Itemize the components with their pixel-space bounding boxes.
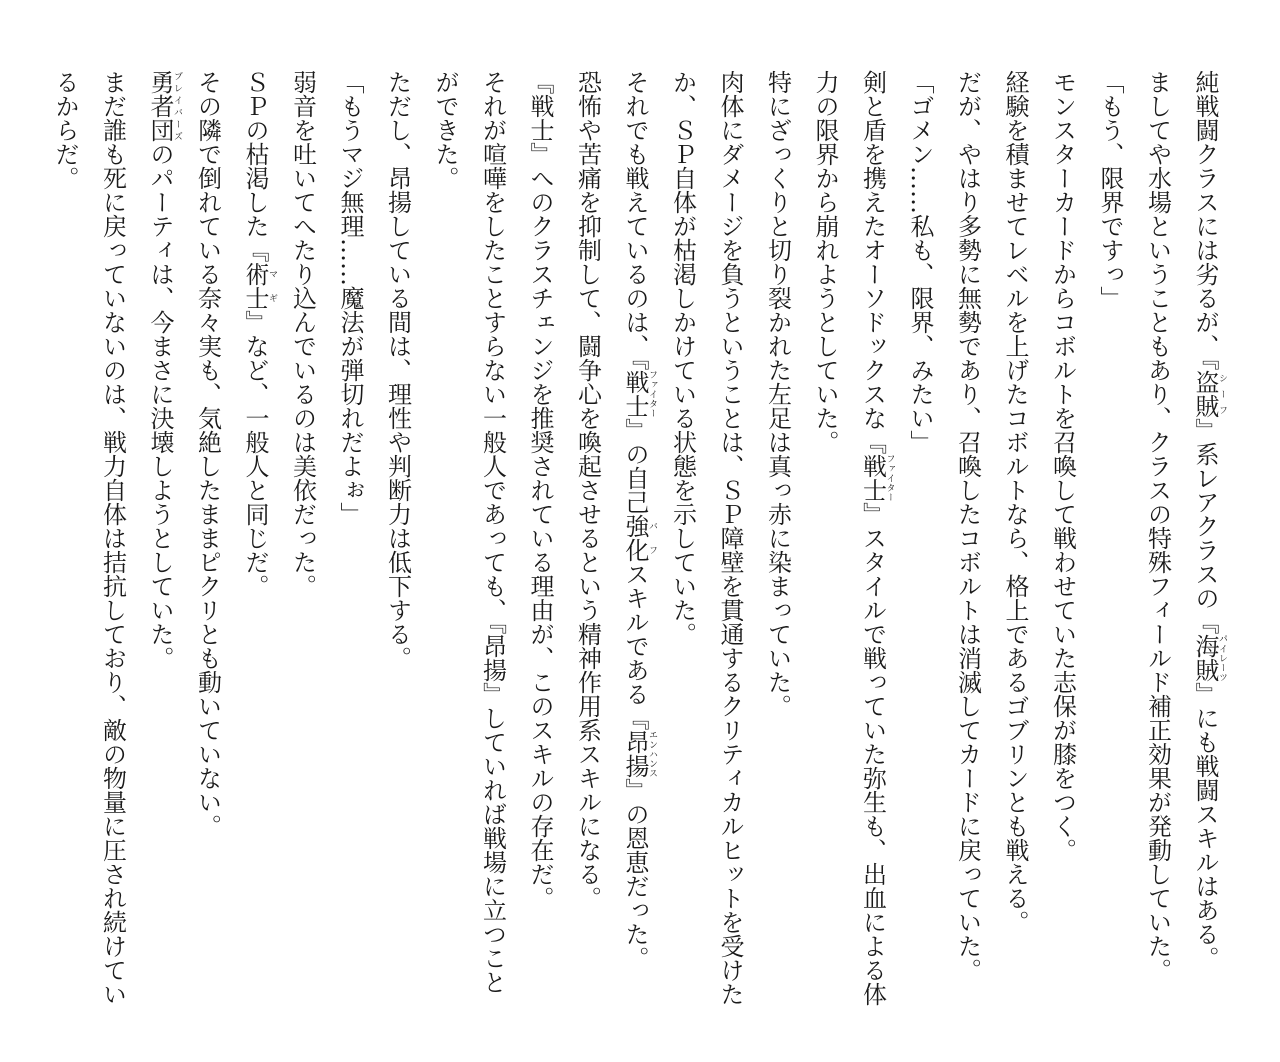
paragraph [183,70,231,1015]
paragraph [896,70,944,1015]
ruby-annotated-word [241,262,277,310]
ruby-annotated-word [1191,634,1227,682]
paragraph [41,70,136,1015]
paragraph [278,70,326,1015]
text-run: 恐怖や苦痛を抑制して、闘争心を喚起させるという精神作用系スキルになる。 [573,70,602,910]
text-run: 剣と盾を携えたオーソドックスな『 [858,70,887,454]
ruby-annotated-word [621,730,657,778]
text-run: 「ゴメン……私も、限界、みたい」 [906,70,934,454]
paragraph [658,70,753,1015]
text-run: ただし、昂揚している間は、理性や判断力は低下する。 [383,70,412,670]
paragraph [1038,70,1086,1015]
ruby-base: 術士 [241,262,269,310]
ruby-base: 強化 [621,514,649,562]
ruby-base: 戦士 [858,454,887,502]
paragraph [1086,70,1134,1015]
ruby-reading: ファイター [647,370,657,418]
paragraph [1181,70,1229,1015]
ruby-annotated-word [1191,370,1227,418]
text-run: 「もう、限界ですっ」 [1096,70,1124,310]
ruby-reading: パイレーツ [1217,634,1227,682]
paragraph [373,70,421,1015]
text-run: 』の自己 [621,418,649,514]
ruby-reading: マギ [267,262,277,310]
paragraph [1133,70,1181,1015]
text-run: 』など、一般人と同じだ。 [241,310,269,598]
paragraph [231,70,279,1015]
ruby-base: 勇者団 [146,70,174,142]
ruby-reading: エンハンス [647,730,657,778]
ruby-reading: ファイター [884,454,895,502]
ruby-annotated-word [146,70,182,142]
text-run: 肉体にダメージを負うということは、ＳＰ障壁を貫通するクリティカルヒットを受けたか、ＳＰ自体が枯渇しかけている状態を示していた。 [668,70,744,1006]
paragraph [801,70,896,1015]
ruby-reading: バフ [647,514,657,562]
ruby-base: 海賊 [1191,634,1219,682]
text-run: 「もうマジ無理……魔法が弾切れだよぉ」 [336,70,364,526]
text-run: それでも戦えているのは、『 [621,70,649,370]
paragraph [943,70,991,1015]
text-run: 『戦士』へのクラスチェンジを推奨されている理由が、このスキルの存在だ。 [526,70,554,910]
paragraph [611,70,659,1015]
text-run: ＳＰの枯渇した『 [241,70,269,262]
text-run: ましてや水場ということもあり、クラスの特殊フィールド補正効果が発動していた。 [1143,70,1172,982]
text-run: 』にも戦闘スキルはある。 [1191,682,1219,970]
text-run: 純戦闘クラスには劣るが、『 [1191,70,1219,370]
ruby-reading: シーフ [1217,370,1227,418]
text-run: 』スタイルで戦っていた弥生も、出血による体力の限界から崩れようとしていた。 [811,70,887,1006]
text-run: 経験を積ませてレベルを上げたコボルトなら、格上であるゴブリンとも戦える。 [1001,70,1029,934]
text-run: それが喧嘩をしたことすらない一般人であっても、『昂揚』していれば戦場に立つことができた。 [431,70,507,994]
paragraph [326,70,374,1015]
text-run: 特にざっくりと切り裂かれた左足は真っ赤に染まっていた。 [763,70,792,718]
ruby-base: 盗賊 [1191,370,1219,418]
paragraph [991,70,1039,1015]
paragraph [753,70,801,1015]
text-run: 弱音を吐いてへたり込んでいるのは美依だった。 [288,70,317,598]
paragraph [421,70,516,1015]
text-run: 』の恩恵だった。 [621,778,649,970]
text-run: のパーティは、今まさに決壊しようとしていた。 [146,142,174,670]
text-run: その隣で倒れている奈々実も、気絶したままピクリとも動いていない。 [193,70,222,838]
ruby-annotated-word [621,514,657,562]
text-run: まだ誰も死に戻っていないのは、戦力自体は拮抗しており、敵の物量に圧され続けているからだ。 [51,70,127,1006]
paragraph [563,70,611,1015]
paragraph [516,70,564,1015]
text-run: モンスターカードからコボルトを召喚して戦わせていた志保が膝をつく。 [1048,70,1077,862]
ruby-base: 戦士 [621,370,649,418]
ruby-annotated-word [858,454,895,502]
text-run: スキルである『 [621,562,649,730]
ruby-base: 昂揚 [621,730,649,778]
ruby-annotated-word [621,370,657,418]
paragraph [136,70,184,1015]
text-run: 』系レアクラスの『 [1191,418,1219,634]
vertical-text-page [41,70,1229,1015]
ruby-reading: ブレイバーズ [172,70,182,142]
text-run: だが、やはり多勢に無勢であり、召喚したコボルトは消滅してカードに戻っていた。 [953,70,982,982]
